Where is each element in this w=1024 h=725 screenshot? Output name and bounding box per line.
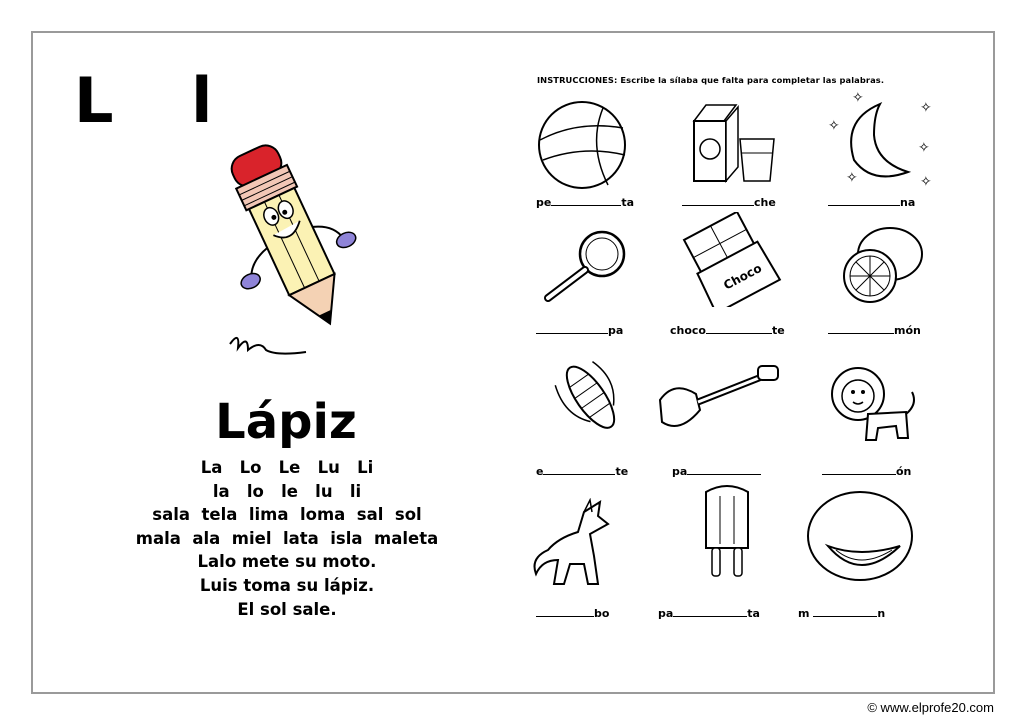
- exercise-word: bo: [536, 607, 609, 619]
- exercise-word: m n: [798, 607, 886, 620]
- reading-line: sala tela lima loma sal sol: [152, 505, 422, 525]
- exercise-word: món: [828, 324, 921, 336]
- answer-blank[interactable]: [822, 465, 896, 475]
- reading-line: Luis toma su lápiz.: [199, 575, 375, 595]
- corn-cob-icon: [540, 358, 640, 442]
- answer-blank[interactable]: [536, 324, 608, 334]
- lemon-icon: [830, 220, 930, 308]
- answer-blank[interactable]: [536, 607, 594, 617]
- exercise-word: che: [682, 196, 776, 208]
- instructions-text: INSTRUCCIONES: Escribe la sílaba que falta para completar las palabras.: [537, 75, 885, 85]
- reading-line: mala ala miel lata isla maleta: [135, 528, 439, 548]
- reading-line: El sol sale.: [237, 599, 337, 619]
- reading-line: Lalo mete su moto.: [197, 552, 377, 572]
- svg-text:✧: ✧: [920, 100, 932, 116]
- answer-blank[interactable]: [682, 196, 754, 206]
- answer-blank[interactable]: [828, 196, 900, 206]
- answer-blank[interactable]: [706, 324, 772, 334]
- exercise-word: choco te: [670, 324, 785, 337]
- popsicle-icon: [692, 480, 762, 580]
- answer-blank[interactable]: [687, 465, 761, 475]
- milk-carton-icon: [688, 103, 780, 185]
- lion-icon: [828, 364, 918, 444]
- svg-text:Choco: Choco: [721, 260, 765, 293]
- svg-text:✧: ✧: [852, 90, 864, 106]
- answer-blank[interactable]: [828, 324, 894, 334]
- beach-ball-icon: [528, 100, 636, 190]
- reading-line: La Lo Le Lu Li: [200, 458, 374, 477]
- pencil-mascot-icon: [212, 132, 372, 362]
- exercise-word: pe ta: [536, 196, 635, 209]
- letter-heading: L l: [74, 64, 241, 137]
- shovel-icon: [654, 364, 782, 440]
- reading-line: la lo le lu li: [212, 481, 362, 501]
- exercise-word: na: [828, 196, 915, 208]
- exercise-word: pa: [536, 324, 623, 336]
- reading-text: [92, 456, 482, 621]
- melon-icon: [800, 490, 918, 586]
- svg-text:✧: ✧: [918, 140, 930, 156]
- chocolate-bar-icon: [676, 212, 788, 307]
- copyright-footer: © www.elprofe20.com: [867, 700, 994, 715]
- svg-text:✧: ✧: [920, 174, 932, 190]
- main-word: Lápiz: [215, 394, 357, 450]
- exercise-word: e te: [536, 465, 629, 478]
- magnifying-glass-icon: [540, 228, 634, 304]
- moon-and-stars-icon: [824, 90, 936, 190]
- answer-blank[interactable]: [813, 607, 877, 617]
- answer-blank[interactable]: [551, 196, 621, 206]
- answer-blank[interactable]: [543, 465, 615, 475]
- howling-wolf-icon: [528, 498, 628, 590]
- answer-blank[interactable]: [673, 607, 747, 617]
- exercise-word: pa ta: [658, 607, 760, 620]
- exercise-word: pa: [672, 465, 761, 477]
- svg-text:✧: ✧: [846, 170, 858, 186]
- exercise-word: ón: [822, 465, 911, 477]
- svg-text:✧: ✧: [828, 118, 840, 134]
